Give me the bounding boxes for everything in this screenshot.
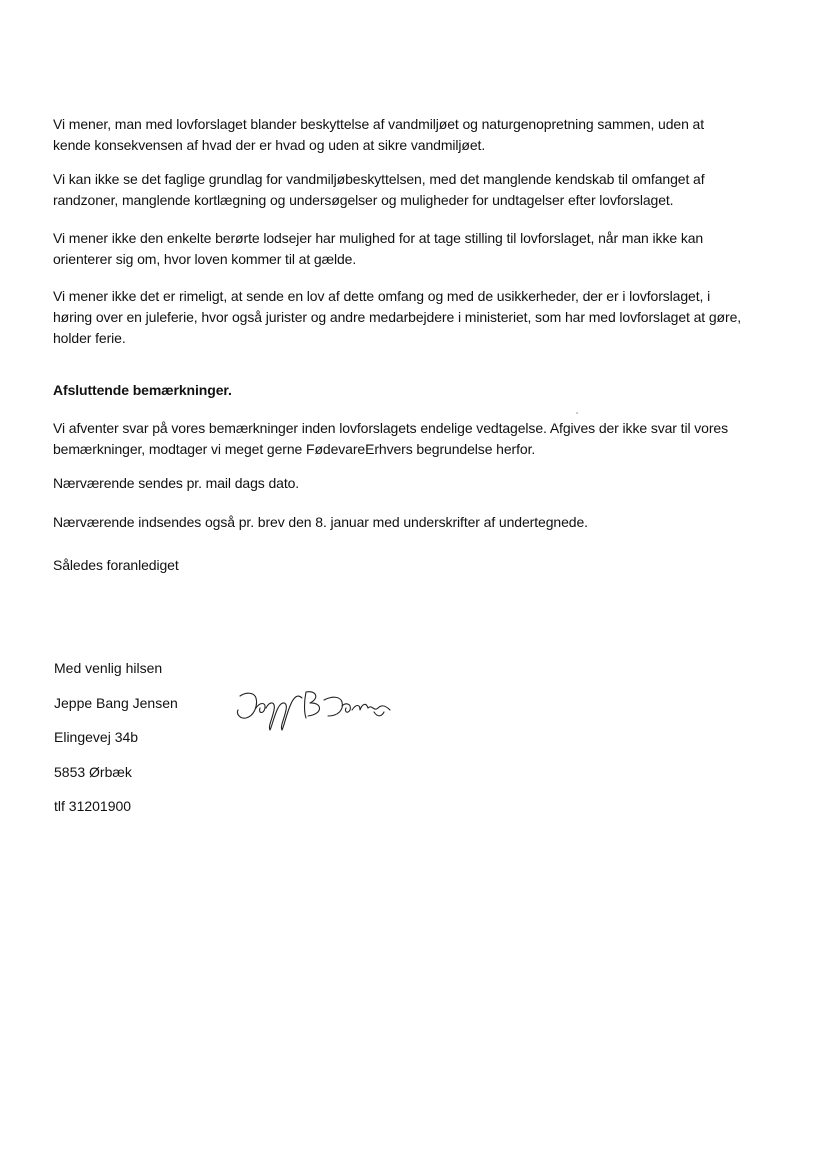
letter-body bbox=[53, 114, 743, 589]
signature-block bbox=[54, 658, 454, 831]
handwritten-signature bbox=[232, 686, 402, 736]
closing-paragraph-1: Vi afventer svar på vores bemærkninger inden lovforslagets endelige vedtagelse. Afgives der ikke svar til vores bemærkninger, modtager vi meget gerne FødevareErhvers begrundelse herfor. bbox=[53, 420, 728, 457]
closing-paragraph-2: Nærværende sendes pr. mail dags dato. bbox=[53, 475, 300, 491]
sender-street: Elingevej 34b bbox=[54, 729, 139, 745]
paragraph-1: Vi mener, man med lovforslaget blander beskyttelse af vandmiljøet og naturgenopretning sammen, uden at kende konsekvensen af hvad der er hvad og uden at sikre vandmiljøet. bbox=[53, 116, 705, 153]
sign-off: Således foranlediget bbox=[53, 557, 179, 573]
section-heading: Afsluttende bemærkninger. bbox=[53, 382, 232, 398]
paragraph-4: Vi mener ikke det er rimeligt, at sende en lov af dette omfang og med de usikkerheder, der er i lovforslaget, i høring over en juleferie, hvor også jurister og andre medarbejdere i ministeriet, som har med lovforslaget at gøre, holder ferie. bbox=[53, 288, 742, 346]
sender-name: Jeppe Bang Jensen bbox=[54, 694, 178, 711]
paragraph-2: Vi kan ikke se det faglige grundlag for vandmiljøbeskyttelsen, med det manglende kendskab til omfanget af randzoner, manglende kortlægning og undersøgelser og muligheder for undtagelser efter lovforslaget. bbox=[53, 171, 705, 208]
sender-city: 5853 Ørbæk bbox=[54, 763, 132, 780]
paragraph-3: Vi mener ikke den enkelte berørte lodsejer har mulighed for at tage stilling til lovforslaget, når man ikke kan orienterer sig om, hvor loven kommer til at gælde. bbox=[53, 230, 704, 267]
scan-speck bbox=[576, 412, 578, 414]
closing-paragraph-3: Nærværende indsendes også pr. brev den 8. januar med underskrifter af undertegnede. bbox=[53, 514, 588, 530]
sender-phone: tlf 31201900 bbox=[54, 798, 132, 814]
greeting: Med venlig hilsen bbox=[54, 660, 163, 676]
